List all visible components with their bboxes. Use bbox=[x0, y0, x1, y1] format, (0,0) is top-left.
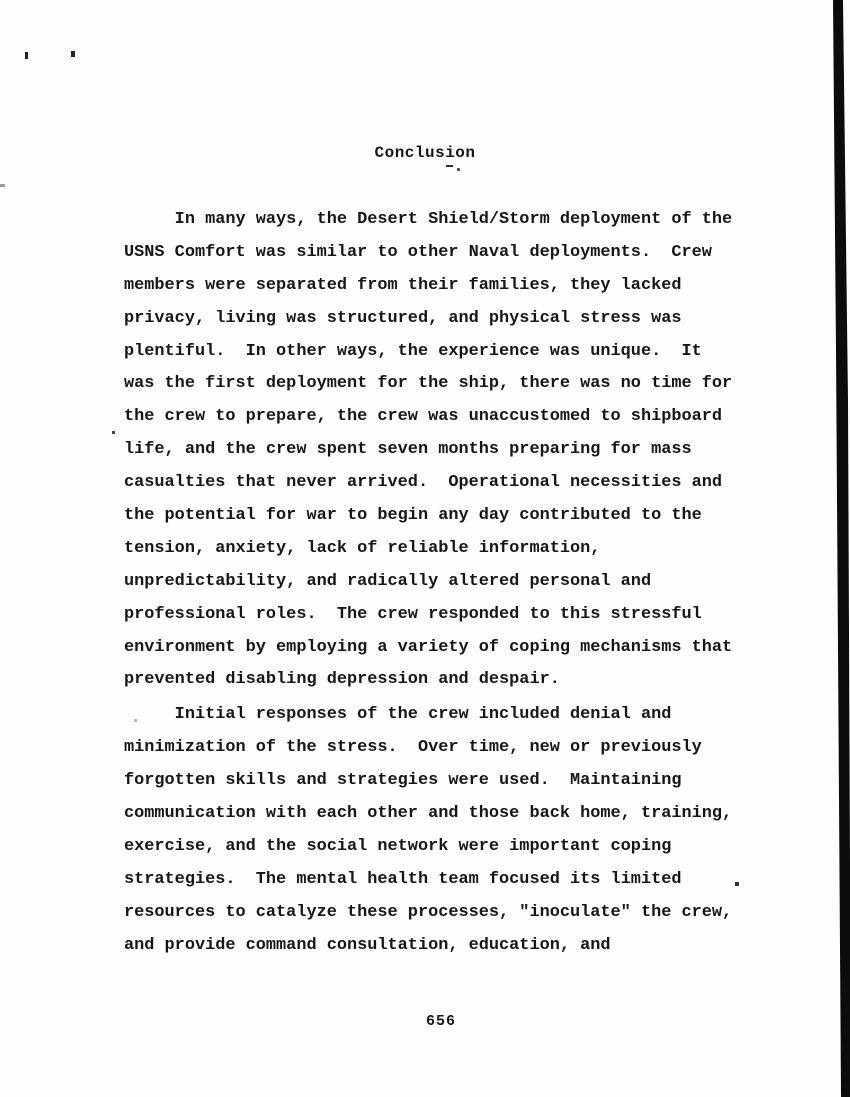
text-line: plentiful. In other ways, the experience was unique. It bbox=[124, 341, 702, 361]
text-line: forgotten skills and strategies were used. Maintaining bbox=[124, 771, 682, 791]
text-line: casualties that never arrived. Operational necessities and bbox=[124, 473, 723, 493]
text-line: and provide command consultation, education, and bbox=[124, 935, 611, 955]
text-line: unpredictability, and radically altered personal and bbox=[124, 571, 652, 591]
text-line: members were separated from their families, they lacked bbox=[124, 275, 682, 295]
text-line: prevented disabling depression and despair. bbox=[124, 670, 560, 690]
text-line: Initial responses of the crew included denial and bbox=[124, 705, 672, 725]
text-line: communication with each other and those back home, training, bbox=[124, 804, 733, 824]
text-line: the crew to prepare, the crew was unaccustomed to shipboard bbox=[124, 407, 723, 427]
scan-speck bbox=[25, 52, 28, 59]
text-line: resources to catalyze these processes, "inoculate" the crew, bbox=[124, 902, 733, 922]
text-line: professional roles. The crew responded to this stressful bbox=[124, 604, 702, 624]
text-line: USNS Comfort was similar to other Naval deployments. Crew bbox=[124, 242, 712, 262]
text-line: privacy, living was structured, and physical stress was bbox=[124, 308, 682, 328]
text-line: minimization of the stress. Over time, new or previously bbox=[124, 738, 702, 758]
text-line: exercise, and the social network were important coping bbox=[124, 836, 672, 856]
scan-speck bbox=[0, 184, 5, 187]
document-body bbox=[124, 204, 784, 962]
scan-speck bbox=[457, 168, 460, 171]
text-line: strategies. The mental health team focused its limited bbox=[124, 869, 682, 889]
text-line: In many ways, the Desert Shield/Storm deployment of the bbox=[124, 210, 733, 229]
text-line: environment by employing a variety of coping mechanisms that bbox=[124, 637, 733, 657]
page-number: 656 bbox=[425, 1013, 456, 1030]
text-line: life, and the crew spent seven months preparing for mass bbox=[124, 440, 692, 460]
scan-speck bbox=[112, 431, 115, 434]
text-line: the potential for war to begin any day contributed to the bbox=[124, 506, 702, 526]
text-line: tension, anxiety, lack of reliable information, bbox=[124, 538, 601, 558]
paragraph bbox=[124, 204, 784, 697]
paragraph bbox=[124, 699, 784, 962]
scan-speck bbox=[71, 51, 75, 57]
scan-edge-bar-shape bbox=[833, 0, 850, 1097]
scan-speck bbox=[446, 165, 453, 167]
section-title: Conclusion bbox=[374, 144, 476, 162]
text-line: was the first deployment for the ship, there was no time for bbox=[124, 374, 733, 394]
